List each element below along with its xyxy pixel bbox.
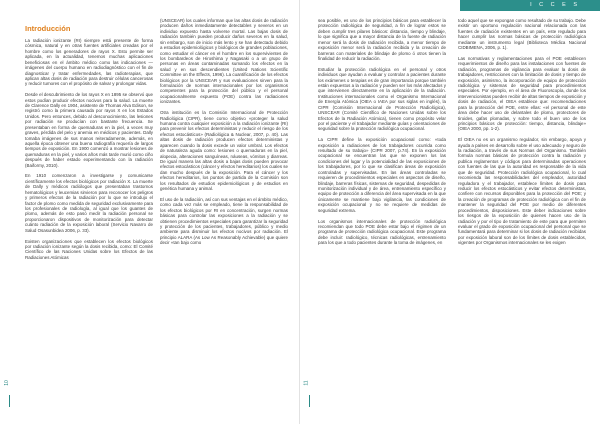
paragraph: Estudiar la protección radiológica en el personal y otros individuos que ayudan a evaluar y controlar a pacientes durante los exámenes o terapias es de gran importancia porque también están expuestos a la radiación y pueden ser los más afectados y que intervienen directamente en la aplicación de la radiación. Instituciones internacionales como el Organismo Internacional de Energía Atómica (OIEA o IAEA por sus siglas en inglés), la CIPR (Comisión Internacional de Protección Radiológica), UNSCEAR (Comité Científico de Naciones Unidas sobre los Efectos de la Radiación Atómica), tienen como propósito velar por el paciente y el trabajador mediante guías y orientaciones de seguridad sobre la protección radiológica ocupacional. (318, 66, 446, 132)
right-page-column-2 (458, 18, 586, 414)
paragraph: Otra institución es la Comisión Internacional de Protección Radiológica (CIPR), tiene como objetivo «proteger la salud humana contra cualquier exposición a la radiación ionizante (RI) para prevenir los efectos deterministas y reducir el riesgo de los efectos estocásticos» (Radiológica & Nuclear, 2007, p. 40). Las altas dosis de radiación producen efectos deterministas y aparecen cuando la dosis excede un valor umbral. Los efectos de naturaleza aguda como: lesiones o quemaduras en la piel, alopecia, alteraciones sanguíneas, náuseas, vómitos y diarreas. De igual manera las altas dosis a bajas dosis pueden provocar efectos estocásticos (cáncer y efectos hereditarios) los cuales se dan mucho después de la exposición. Para el cáncer y los efectos hereditarios, los puntos de partida de la Comisión son los resultados de estudios epidemiológicos y de estudios en genética humana y animal. (160, 110, 288, 192)
right-page-column-1 (318, 18, 446, 414)
paragraph: Existen organizaciones que establecen los efectos biológicos por radiación ionizante según la dosis recibida, como: El Comité Científico de las Naciones Unidas sobre los Efectos de las Radiaciones Atómicas (25, 238, 153, 260)
paragraph: Los organismos internacionales de protección radiológica recomiendan que todo POE debe estar bajo el régimen de un programa de protección radiológica ocupacional. Este programa debe incluir: radiológico, técnicas radiológicas, entrenamiento para los que a todo pacientes durante la toma de imágenes, en (318, 218, 446, 246)
paragraph: La CIPR define la exposición ocupacional como: «toda exposición a radiaciones de los trabajadores ocurrida como resultado de su trabajo» (CIPR 2007, p.74). En la exposición ocupacional se encuentran las que se exponen los las condiciones del lugar y la potencialidad de las exposiciones de los trabajadores, por lo que se clasifican áreas de exposición controladas y supervisadas. En las áreas controladas se requieren de procedimientos especiales en aspectos de diseño, blindaje, barreras físicas, sistemas de seguridad, despedidas de monitorización individual y de área, entrenamiento específico y equipo de protección a diferencia del área supervisada en la que únicamente se mantiene bajo vigilancia, las condiciones de exposición ocupacional y no se requiere de medidas de seguridad extrema. (318, 137, 446, 213)
section-title: Introducción (25, 24, 71, 33)
paragraph: La radiación ionizante (RI) siempre está presente de forma cósmica, natural y en otras fuentes artificiales creadas por el hombre como los generadores de rayos X. Esto permite ser aplicada, en la actualidad, tenemos muchas aplicaciones beneficiosas en el ámbito médico como las indicaciones —imágenes del cuerpo humano en radiodiagnóstico con el fin de diagnosticar y tratar enfermedades, las radioterapias, que aplican altas dosis de radiación para destruir células cancerosas y reducir tumores con el propósito de salvar y prolongar vidas. (25, 38, 153, 87)
paragraph: (UNSCEAR) los cuales informan que las altas dosis de radiación producen daños inmediatamente detectables y severos en un individuo expuesto hasta volverse mortal. Las bajas dosis de radiación también pueden producir daños severos en la salud, sin embargo, son de inicio más lento y se han detectado debido a estudios epidemiológicos y biológicos de grandes poblaciones, como estudiar el cáncer en el hombre en los supervivientes de los bombardeos de Hiroshima y Nagasaki o a un grupo de personas en áreas contaminadas sumando los efectos en la salud y en sus descendientes (United Nations Scientific Committee on the Effects, 1996). La cuantificación de los efectos biológicos por la UNSCEAR y sus evaluaciones sirven para la formulación de normas internacionales por los organismos competentes para la protección del público y el personal ocupacionalmente expuesto (POE) contra las radiaciones ionizantes. (160, 18, 288, 105)
page-number-right: 11 (303, 380, 310, 386)
left-page-column-1 (25, 22, 153, 418)
header-bar (460, 0, 600, 11)
left-page-column-2 (160, 18, 288, 414)
header-label: I C C E S (530, 2, 580, 8)
page-edge-tick (9, 395, 10, 407)
page-edge-tick (309, 395, 310, 407)
page-number-left: 10 (3, 380, 10, 386)
paragraph: El uso de la radiación, así con sus ventajas en el ámbito médico, como cada vez más se empleado, tiene la responsabilidad de los efectos biológicos por RI en concentración, surgen normas básicas para controlar las exposiciones a la radiación y se obtienen procedimientos especiales para garantizar la seguridad y protección de los pacientes, trabajadores, público y medio ambiente para disminuir los efectos nocivos por radiación. El principio ALARA (As Low As Reasonably Achievable) que quiere decir «tan bajo como (160, 196, 288, 246)
left-page-edge (0, 0, 18, 424)
paragraph: sea posible, es uno de los principios básicos para establecer la protección radiológica de seguridad, a fin de lograr estos se deben cumplir tres pilares básicos: distancia, tiempo y blindaje, lo que significa que a mayor distancia de la fuente de radiación menor será la dosis de radiación recibida, a menor tiempo de exposición menor será la radiación recibida y la creación de barreras con materiales de blindaje de plomo ó otros tienen la finalidad de reducir la radiación. (318, 18, 446, 61)
paragraph: Las normativas y reglamentaciones para el POE establecen requerimientos de diseño para las instalaciones con fuentes de radiación, programas de vigilancia para evaluar la dosis de trabajadores, restricciones con la limitación de dosis y tiempo de exposición, asimismo, la incorporación de equipo de protección radiológica y sistemas de seguridad para procedimientos especiales. Por ejemplo, en el área de Fluoroscopía, donde los intervencionistas pueden recibir de altas tiempos de exposición y dosis de radiación, el OIEA establece que: recomendaciones para la protección del POE, entre ellas: «el personal de este área debe hacer uso de delantales de plomo, protectores de tiroides, gafas plomadas, y sobre todo el buen uso de los principios básicos de protección: tiempo, distancia, blindaje» (OIEA 2000, pp. 1-2). (458, 55, 586, 132)
right-page-edge (300, 0, 318, 424)
paragraph: El OIEA no es un organismo regulador, sin embargo, apoya y ayuda a países en desarrollo sobre el uso adecuado y seguro de la radiación, a través de sus Normas del Organismo. También formula normas básicas de protección contra la radiación y publica reglamentos y códigos para determinadas operaciones con fuentes de las que la autoridad es responsable de la vida que de seguridad. Protección radiológica ocupacional, lo cual recomienda las responsabilidades del empleador, autoridad reguladora y el trabajador, establece límites de dosis para reducir los efectos estocásticos y evitar efectos deterministas, confiere con recursos disponibles para la protección del POE; y la creación de programas de protección radiológica con el fin de mantener la seguridad del POE por medio de diferentes procedimientos, disposiciones. Este deber indicaciones sobre los riesgos de la exposición de quienes hacen uso de la radiación y por el tipo de tratamiento de este para que permiten evaluar el grado de exposición ocupacional del personal que se fundamentará para determinar si los dosis de radiación recibidas por exposición laboral son de los límites de dosis establecidos, vigentes por Organismos internacionales se les exigen (458, 137, 586, 246)
paragraph: todo aquel que se expongan como resultado de su trabajo. Debe existir un oportuno regulación nacional relacionada con las fuentes de radiación existentes en un país, este regulado para hacer cumplir las normas básicas de protección radiológica mediante un instrumento legal (Biblioteca Médica Nacional CIDBIMENA, 2006, p. 1). (458, 18, 586, 51)
paragraph: Desde el descubrimiento de los rayos X en 1895 se observó que estos podían producir efectos nocivos para la salud. La muerte de Clarence Dally en 1904, asistente de Thomas Alva Edison, se registró como la primera causada por rayos X en los Estados Unidos. Pero entonces, debido al desconocimiento, las lesiones por radiación se producían con bastante frecuencia. Se presentaban en forma de quemaduras en la piel, a veces muy graves, pérdida del pelo y anemia en médicos y pacientes. Dally tomaba imágenes de sus manos reiteradamente, además, en aquella época obtener una buena radiografía requería de largos tiempos de exposición. En 1900 comenzó a mostrar lesiones de quemaduras en la piel, y varios años más tarde murió como ciño después de haber estado experimentando con la radiación (Baiformy, 2010). (25, 92, 153, 168)
paragraph: En 1910 comenzaron a investigarse y comunicarse científicamente los efectos biológicos por radiación X. La muerte de Dally y médicos radiólogos que presentaban trastornos hematológicos y leucemias sirvieron para reconocer los peligros y primeros efectos de la radiación por lo que se introdujo el factor de plomo como medida de seguridad exclusivamente para los profesionales de radiología, al igual que los guantes de plomo, además de esto pasó medir la radiación personal se proporcionaron dispositivos de monitorización para detectar cuánto radiación de la exposición laboral (Servicio Navarro de Salud Osasunbidea 2006, p. 33). (25, 173, 153, 233)
right-page (300, 0, 600, 424)
